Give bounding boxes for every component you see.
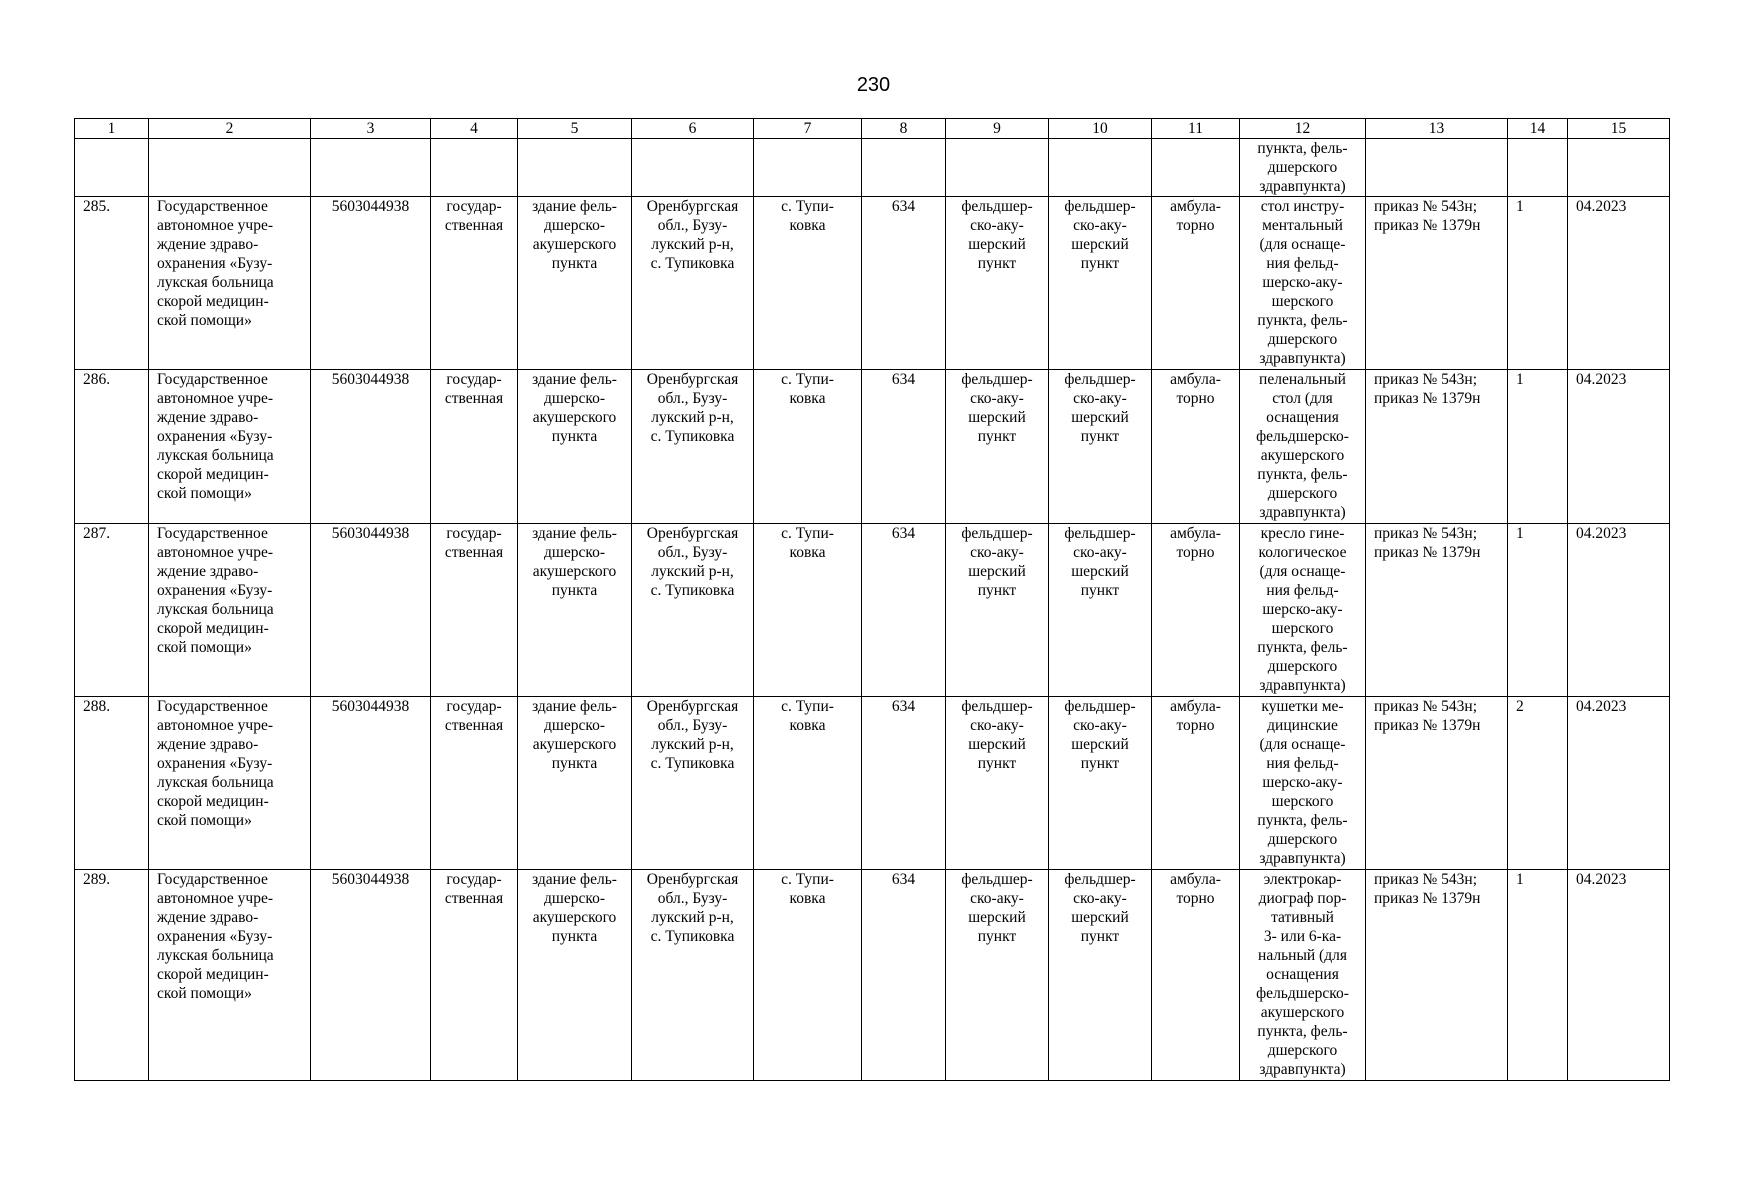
- cell-care-type: амбула- торно: [1152, 697, 1240, 870]
- cell-equipment: кушетки ме- дицинские (для оснаще- ния фельд- шерско-аку- шерского пункта, фель- дшерского здравпункта): [1240, 697, 1366, 870]
- cell-inn: 5603044938: [311, 524, 431, 697]
- cell-unit-name: фельдшер- ско-аку- шерский пункт: [1049, 697, 1152, 870]
- cell-care-type: амбула- торно: [1152, 524, 1240, 697]
- column-header-2: 2: [149, 119, 311, 139]
- cell-equipment: пеленальный стол (для оснащения фельдшерско- акушерского пункта, фель- дшерского здравпункта): [1240, 370, 1366, 524]
- column-header-7: 7: [754, 119, 862, 139]
- cell-inn: 5603044938: [311, 697, 431, 870]
- cell-building: здание фель- дшерско- акушерского пункта: [518, 370, 632, 524]
- cell-address: Оренбургская обл., Бузу- лукский р-н, с. Тупиковка: [632, 870, 754, 1081]
- table-row: [75, 524, 1670, 697]
- cell-order: приказ № 543н; приказ № 1379н: [1366, 197, 1508, 370]
- cell-quantity: 1: [1508, 870, 1568, 1081]
- cell-empty: [632, 139, 754, 197]
- table-row: [75, 197, 1670, 370]
- cell-date: 04.2023: [1568, 697, 1670, 870]
- cell-organization: Государственное автономное учре- ждение здраво- охранения «Бузу- лукская больница скорой медицин- ской помощи»: [149, 697, 311, 870]
- cell-quantity: 1: [1508, 197, 1568, 370]
- cell-locality: с. Тупи- ковка: [754, 697, 862, 870]
- page-number: 230: [856, 74, 891, 96]
- cell-row-number: 285.: [75, 197, 149, 370]
- cell-row-number: 289.: [75, 870, 149, 1081]
- column-header-11: 11: [1152, 119, 1240, 139]
- cell-locality: с. Тупи- ковка: [754, 197, 862, 370]
- cell-ownership: государ- ственная: [431, 524, 518, 697]
- table-row: [75, 697, 1670, 870]
- column-header-8: 8: [862, 119, 946, 139]
- cell-ownership: государ- ственная: [431, 197, 518, 370]
- column-number-header-row: [75, 119, 1670, 139]
- column-header-3: 3: [311, 119, 431, 139]
- cell-equipment: кресло гине- кологическое (для оснаще- ния фельд- шерско-аку- шерского пункта, фель- дшерского здравпункта): [1240, 524, 1366, 697]
- column-header-5: 5: [518, 119, 632, 139]
- cell-building: здание фель- дшерско- акушерского пункта: [518, 524, 632, 697]
- column-header-9: 9: [946, 119, 1049, 139]
- cell-address: Оренбургская обл., Бузу- лукский р-н, с. Тупиковка: [632, 697, 754, 870]
- cell-building: здание фель- дшерско- акушерского пункта: [518, 197, 632, 370]
- cell-order: приказ № 543н; приказ № 1379н: [1366, 524, 1508, 697]
- cell-date: 04.2023: [1568, 197, 1670, 370]
- cell-empty: [946, 139, 1049, 197]
- cell-inn: 5603044938: [311, 197, 431, 370]
- cell-unit-type: фельдшер- ско-аку- шерский пункт: [946, 370, 1049, 524]
- cell-empty: [1049, 139, 1152, 197]
- cell-population: 634: [862, 870, 946, 1081]
- cell-care-type: амбула- торно: [1152, 870, 1240, 1081]
- cell-equipment-continued: пункта, фель- дшерского здравпункта): [1240, 139, 1366, 197]
- cell-address: Оренбургская обл., Бузу- лукский р-н, с. Тупиковка: [632, 197, 754, 370]
- cell-equipment: стол инстру- ментальный (для оснаще- ния фельд- шерско-аку- шерского пункта, фель- дшерского здравпункта): [1240, 197, 1366, 370]
- cell-unit-type: фельдшер- ско-аку- шерский пункт: [946, 870, 1049, 1081]
- cell-building: здание фель- дшерско- акушерского пункта: [518, 870, 632, 1081]
- cell-row-number: 286.: [75, 370, 149, 524]
- column-header-14: 14: [1508, 119, 1568, 139]
- column-header-6: 6: [632, 119, 754, 139]
- cell-organization: Государственное автономное учре- ждение здраво- охранения «Бузу- лукская больница скорой медицин- ской помощи»: [149, 197, 311, 370]
- cell-address: Оренбургская обл., Бузу- лукский р-н, с. Тупиковка: [632, 370, 754, 524]
- cell-row-number: 288.: [75, 697, 149, 870]
- table-row: [75, 370, 1670, 524]
- cell-unit-name: фельдшер- ско-аку- шерский пункт: [1049, 870, 1152, 1081]
- cell-quantity: 2: [1508, 697, 1568, 870]
- cell-order: приказ № 543н; приказ № 1379н: [1366, 370, 1508, 524]
- cell-address: Оренбургская обл., Бузу- лукский р-н, с. Тупиковка: [632, 524, 754, 697]
- cell-ownership: государ- ственная: [431, 870, 518, 1081]
- cell-empty: [311, 139, 431, 197]
- cell-unit-name: фельдшер- ско-аку- шерский пункт: [1049, 197, 1152, 370]
- column-header-13: 13: [1366, 119, 1508, 139]
- registry-table: [74, 118, 1670, 1081]
- cell-building: здание фель- дшерско- акушерского пункта: [518, 697, 632, 870]
- cell-empty: [1568, 139, 1670, 197]
- cell-empty: [149, 139, 311, 197]
- cell-locality: с. Тупи- ковка: [754, 870, 862, 1081]
- column-header-1: 1: [75, 119, 149, 139]
- column-header-15: 15: [1568, 119, 1670, 139]
- cell-care-type: амбула- торно: [1152, 370, 1240, 524]
- cell-equipment: электрокар- диограф пор- тативный 3- или 6-ка- нальный (для оснащения фельдшерско- акушерского пункта, фель- дшерского здравпункта): [1240, 870, 1366, 1081]
- cell-unit-name: фельдшер- ско-аку- шерский пункт: [1049, 524, 1152, 697]
- cell-empty: [431, 139, 518, 197]
- cell-unit-type: фельдшер- ско-аку- шерский пункт: [946, 524, 1049, 697]
- continuation-row: [75, 139, 1670, 197]
- column-header-12: 12: [1240, 119, 1366, 139]
- cell-order: приказ № 543н; приказ № 1379н: [1366, 697, 1508, 870]
- cell-inn: 5603044938: [311, 370, 431, 524]
- cell-population: 634: [862, 197, 946, 370]
- cell-locality: с. Тупи- ковка: [754, 370, 862, 524]
- cell-ownership: государ- ственная: [431, 370, 518, 524]
- cell-care-type: амбула- торно: [1152, 197, 1240, 370]
- cell-empty: [75, 139, 149, 197]
- cell-ownership: государ- ственная: [431, 697, 518, 870]
- cell-inn: 5603044938: [311, 870, 431, 1081]
- cell-unit-type: фельдшер- ско-аку- шерский пункт: [946, 697, 1049, 870]
- cell-order: приказ № 543н; приказ № 1379н: [1366, 870, 1508, 1081]
- cell-empty: [754, 139, 862, 197]
- cell-unit-type: фельдшер- ско-аку- шерский пункт: [946, 197, 1049, 370]
- cell-population: 634: [862, 370, 946, 524]
- cell-quantity: 1: [1508, 524, 1568, 697]
- cell-organization: Государственное автономное учре- ждение здраво- охранения «Бузу- лукская больница скорой медицин- ской помощи»: [149, 370, 311, 524]
- cell-organization: Государственное автономное учре- ждение здраво- охранения «Бузу- лукская больница скорой медицин- ской помощи»: [149, 870, 311, 1081]
- cell-empty: [1366, 139, 1508, 197]
- cell-organization: Государственное автономное учре- ждение здраво- охранения «Бузу- лукская больница скорой медицин- ской помощи»: [149, 524, 311, 697]
- cell-row-number: 287.: [75, 524, 149, 697]
- cell-empty: [518, 139, 632, 197]
- cell-empty: [862, 139, 946, 197]
- cell-date: 04.2023: [1568, 870, 1670, 1081]
- table-row: [75, 870, 1670, 1081]
- cell-empty: [1508, 139, 1568, 197]
- cell-locality: с. Тупи- ковка: [754, 524, 862, 697]
- cell-quantity: 1: [1508, 370, 1568, 524]
- cell-population: 634: [862, 524, 946, 697]
- cell-unit-name: фельдшер- ско-аку- шерский пункт: [1049, 370, 1152, 524]
- cell-date: 04.2023: [1568, 370, 1670, 524]
- column-header-4: 4: [431, 119, 518, 139]
- cell-population: 634: [862, 697, 946, 870]
- cell-empty: [1152, 139, 1240, 197]
- cell-date: 04.2023: [1568, 524, 1670, 697]
- column-header-10: 10: [1049, 119, 1152, 139]
